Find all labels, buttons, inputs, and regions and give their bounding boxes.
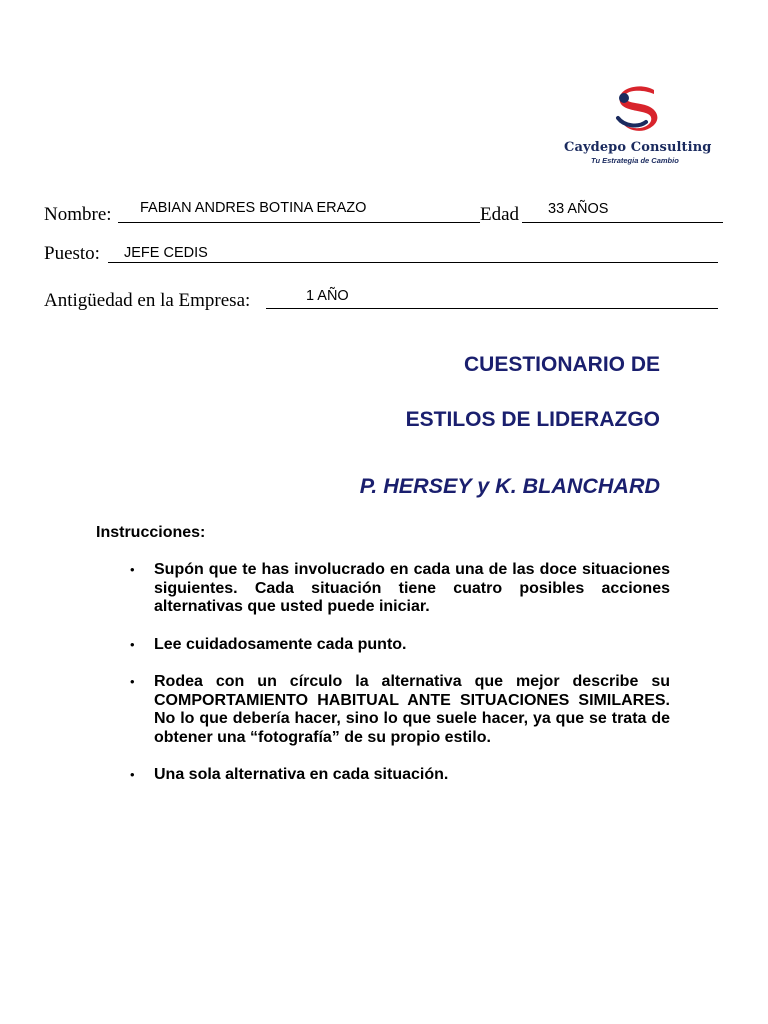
instruction-item-3: [130, 673, 670, 747]
company-logo: [558, 84, 730, 172]
bullet-icon: •: [130, 767, 135, 782]
title-authors: P. HERSEY y K. BLANCHARD: [359, 474, 660, 498]
puesto-label: Puesto:: [44, 243, 100, 264]
edad-underline: [522, 222, 723, 223]
antiguedad-underline: [266, 308, 718, 309]
caydepo-swoosh-icon: [610, 84, 666, 140]
instruction-text-2: Lee cuidadosamente cada punto.: [154, 635, 407, 653]
antiguedad-label: Antigüedad en la Empresa:: [44, 290, 251, 311]
instruction-item-1: [130, 561, 670, 617]
title-line-2: ESTILOS DE LIDERAZGO: [405, 408, 660, 431]
antiguedad-value[interactable]: 1 AÑO: [306, 288, 349, 304]
puesto-underline: [108, 262, 718, 263]
instructions-list: [130, 561, 670, 804]
logo-name: Caydepo Consulting: [564, 140, 712, 155]
instruction-item-2: [130, 636, 670, 655]
instruction-text-1: Supón que te has involucrado en cada una de las doce situaciones siguientes. Cada situación tiene cuatro posibles acciones alternativas que usted puede iniciar.: [154, 561, 670, 615]
edad-value[interactable]: 33 AÑOS: [548, 201, 609, 217]
instructions-heading: Instrucciones:: [96, 524, 206, 541]
nombre-value[interactable]: FABIAN ANDRES BOTINA ERAZO: [140, 200, 367, 216]
puesto-value[interactable]: JEFE CEDIS: [124, 245, 208, 261]
instruction-item-4: [130, 766, 670, 785]
logo-tagline: Tu Estrategia de Cambio: [591, 156, 679, 165]
bullet-icon: •: [130, 674, 135, 689]
nombre-underline: [118, 222, 480, 223]
instruction-text-3a: Rodea con un círculo la alternativa que mejor describe su: [154, 673, 670, 690]
bullet-icon: •: [130, 636, 135, 652]
instruction-text-3-caps: COMPORTAMIENTO HABITUAL ANTE SITUACIONES SIMILARES: [154, 691, 666, 709]
title-line-1: CUESTIONARIO DE: [463, 353, 660, 376]
instruction-text-4: Una sola alternativa en cada situación.: [154, 766, 449, 783]
edad-label: Edad: [480, 204, 520, 225]
nombre-label: Nombre:: [44, 204, 112, 225]
instruction-text-3b: . No lo que debería hacer, sino lo que suele hacer, ya que se trata de obtener una “fotografía” de su propio estilo.: [154, 691, 670, 746]
bullet-icon: •: [130, 562, 135, 577]
